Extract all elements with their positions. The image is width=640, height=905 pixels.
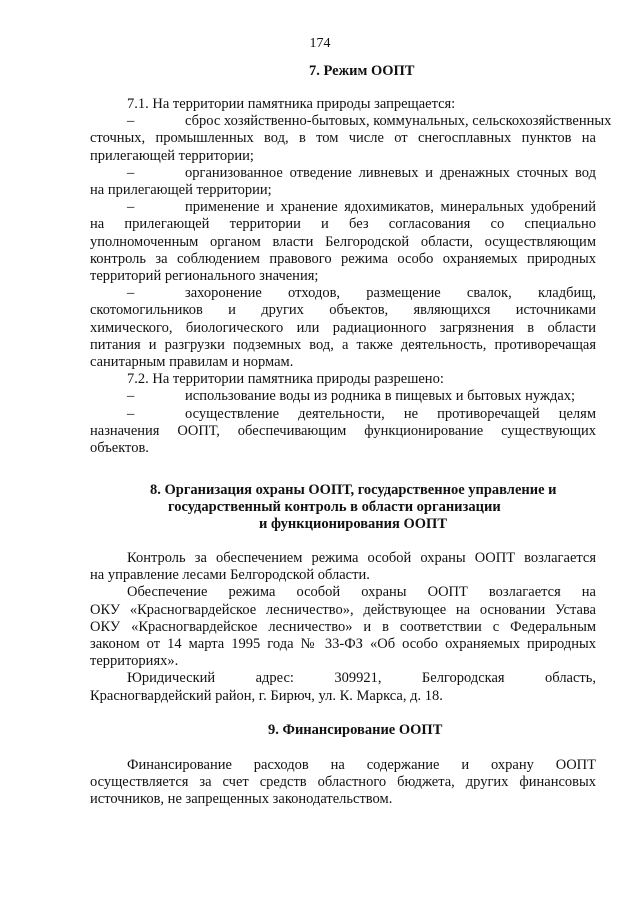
- text-line: источников, не запрещенных законодательством.: [90, 791, 393, 808]
- dash: –: [127, 199, 135, 216]
- text-line: Финансирование расходов на содержание и охрану ООПТ: [127, 757, 596, 773]
- text-line: Красногвардейский район, г. Бирюч, ул. К. Маркса, д. 18.: [90, 687, 443, 704]
- list-item: – захоронение отходов, размещение свалок, кладбищ,: [127, 285, 596, 302]
- dash: –: [127, 388, 135, 405]
- text-line: химического, биологического или радиационного загрязнения в области: [90, 319, 596, 336]
- text-line: осуществляется за счет средств областного бюджета, других финансовых: [90, 774, 596, 791]
- page-number: 174: [309, 36, 331, 51]
- section-9-title: 9. Финансирование ООПТ: [268, 722, 443, 738]
- text-line: ОКУ «Красногвардейское лесничество», действующее на основании Устава: [90, 601, 596, 618]
- list-item: – организованное отведение ливневых и дренажных сточных вод: [127, 164, 596, 181]
- text-line: законом от 14 марта 1995 года № 33-ФЗ «Об особо охраняемых природных: [90, 636, 596, 653]
- text-line: на прилегающей территории;: [90, 182, 272, 199]
- paragraph-7-2: 7.2. На территории памятника природы разрешено:: [127, 371, 444, 388]
- text-line: сточных, промышленных вод, в том числе от снегосплавных пунктов на: [90, 130, 596, 147]
- text-line: на прилегающей территории и без согласования со специально: [90, 216, 596, 233]
- text-line: контроль за соблюдением правового режима особо охраняемых природных: [90, 250, 596, 267]
- list-item: – сброс хозяйственно-бытовых, коммунальных, сельскохозяйственных: [127, 113, 612, 130]
- text-line: Обеспечение режима особой охраны ООПТ возлагается на: [127, 584, 596, 601]
- dash: –: [127, 164, 135, 181]
- paragraph-7-1: 7.1. На территории памятника природы запрещается:: [127, 96, 456, 112]
- text-line: объектов.: [90, 440, 149, 457]
- text-line: Контроль за обеспечением режима особой охраны ООПТ возлагается: [127, 550, 596, 566]
- list-item: – использование воды из родника в пищевых и бытовых нуждах;: [127, 388, 576, 405]
- dash: –: [127, 285, 135, 302]
- section-8-title-line-2: государственный контроль в области организации: [168, 499, 501, 515]
- text-line: уполномоченным органом власти Белгородской области, осуществляющим: [90, 233, 596, 250]
- text-line: скотомогильников и других объектов, являющихся источниками: [90, 302, 596, 319]
- section-8-body: [90, 550, 596, 705]
- text-line: на управление лесами Белгородской области.: [90, 567, 370, 584]
- section-7-title: 7. Режим ООПТ: [309, 63, 415, 79]
- section-8-title-line-1: 8. Организация охраны ООПТ, государственное управление и: [150, 482, 557, 498]
- text-line: Юридический адрес: 309921, Белгородская область,: [127, 670, 596, 687]
- list-item: – осуществление деятельности, не противоречащей целям: [127, 405, 596, 422]
- text-line: ОКУ «Красногвардейское лесничество» и в соответствии с Федеральным: [90, 618, 596, 635]
- dash: –: [127, 113, 135, 130]
- text-line: санитарным правилам и нормам.: [90, 354, 294, 371]
- text-line: территорий регионального значения;: [90, 268, 319, 285]
- section-7-body: [90, 96, 612, 457]
- text-line: назначения ООПТ, обеспечивающим функционирование существующих: [90, 422, 596, 439]
- text-line: территориях».: [90, 653, 179, 670]
- text-line: питания и разгрузки подземных вод, а также деятельность, противоречащая: [90, 336, 596, 353]
- section-9-body: [90, 757, 596, 809]
- text-line: прилегающей территории;: [90, 147, 254, 164]
- list-item: – применение и хранение ядохимикатов, минеральных удобрений: [127, 199, 596, 216]
- section-8-title-line-3: и функционирования ООПТ: [259, 516, 447, 532]
- dash: –: [127, 405, 135, 422]
